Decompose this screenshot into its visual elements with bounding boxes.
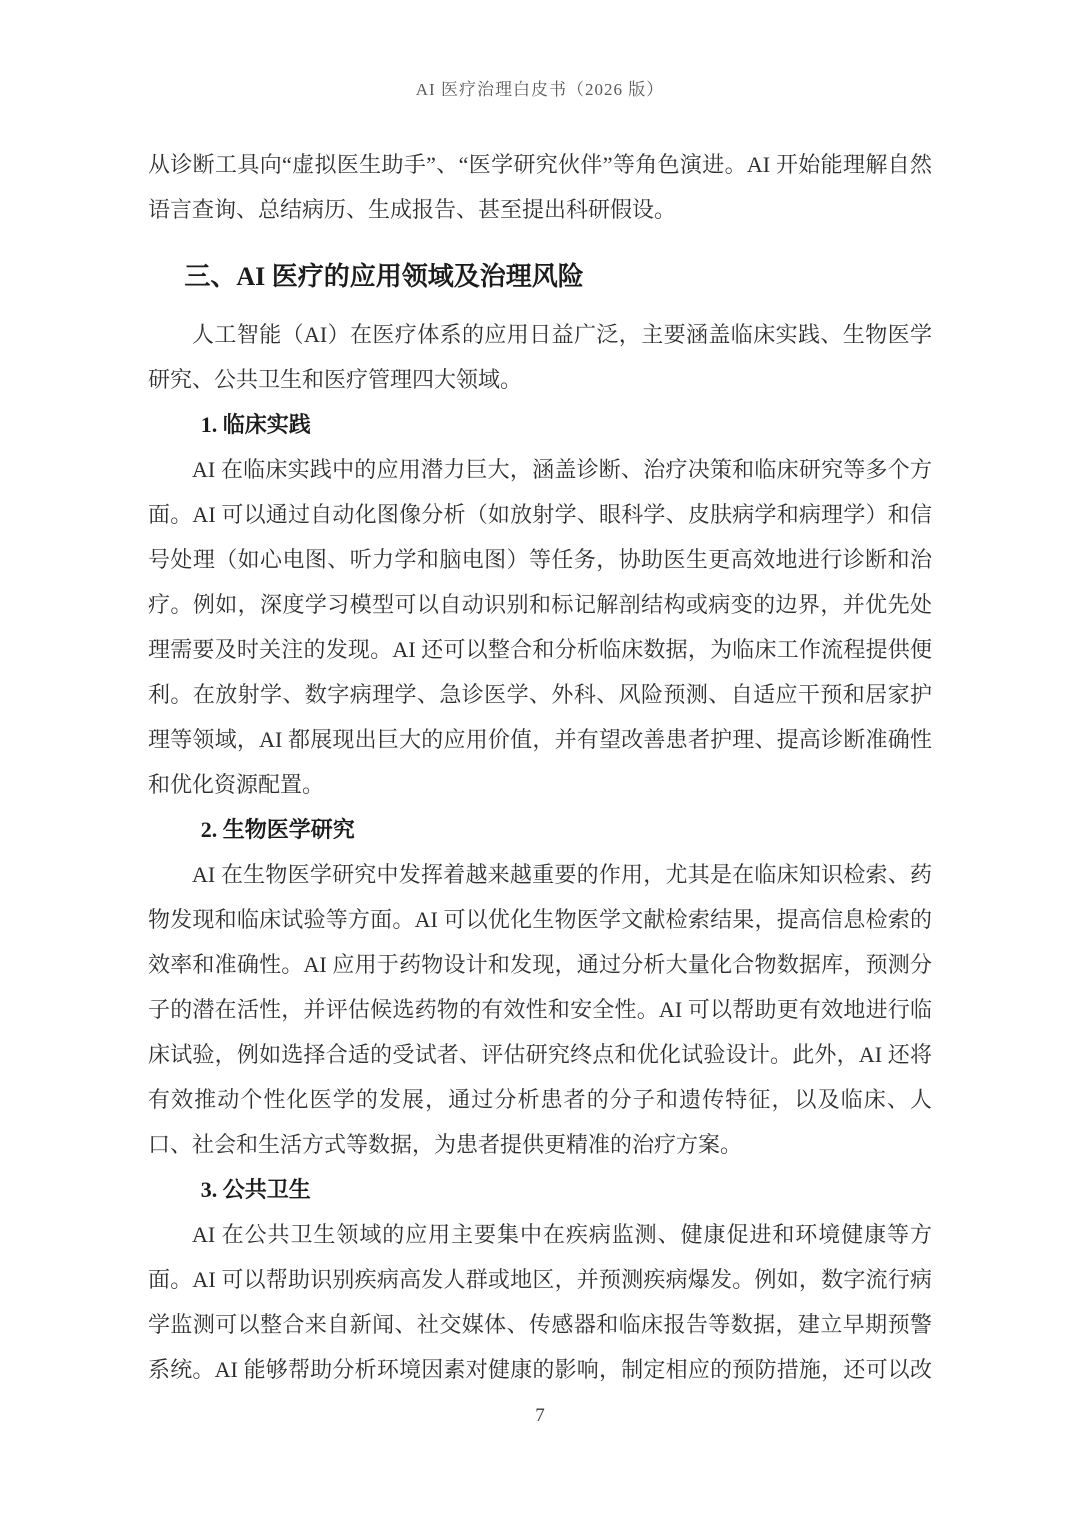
- page-number: 7: [535, 1405, 545, 1426]
- document-body: [148, 142, 932, 1392]
- section-intro-paragraph: 人工智能（AI）在医疗体系的应用日益广泛，主要涵盖临床实践、生物医学研究、公共卫生和医疗管理四大领域。: [148, 322, 932, 392]
- subsection-2-heading: 2. 生物医学研究: [200, 817, 355, 842]
- document-title: AI 医疗治理白皮书（2026 版）: [415, 80, 665, 99]
- subsection-1-heading: 1. 临床实践: [200, 412, 311, 437]
- subsection-1-paragraph: AI 在临床实践中的应用潜力巨大，涵盖诊断、治疗决策和临床研究等多个方面。AI 可以通过自动化图像分析（如放射学、眼科学、皮肤病学和病理学）和信号处理（如心电图、听力学和脑电图）等任务，协助医生更高效地进行诊断和治疗。例如，深度学习模型可以自动识别和标记解剖结构或病变的边界，并优先处理需要及时关注的发现。AI 还可以整合和分析临床数据，为临床工作流程提供便利。在放射学、数字病理学、急诊医学、外科、风险预测、自适应干预和居家护理等领域，AI 都展现出巨大的应用价值，并有望改善患者护理、提高诊断准确性和优化资源配置。: [148, 457, 932, 797]
- continuation-paragraph: 从诊断工具向“虚拟医生助手”、“医学研究伙伴”等角色演进。AI 开始能理解自然语言查询、总结病历、生成报告、甚至提出科研假设。: [148, 152, 932, 222]
- subsection-2-paragraph: AI 在生物医学研究中发挥着越来越重要的作用，尤其是在临床知识检索、药物发现和临床试验等方面。AI 可以优化生物医学文献检索结果，提高信息检索的效率和准确性。AI 应用于药物设计和发现，通过分析大量化合物数据库，预测分子的潜在活性，并评估候选药物的有效性和安全性。AI 可以帮助更有效地进行临床试验，例如选择合适的受试者、评估研究终点和优化试验设计。此外，AI 还将有效推动个性化医学的发展，通过分析患者的分子和遗传特征，以及临床、人口、社会和生活方式等数据，为患者提供更精准的治疗方案。: [148, 862, 932, 1157]
- subsection-3-paragraph: AI 在公共卫生领域的应用主要集中在疾病监测、健康促进和环境健康等方面。AI 可以帮助识别疾病高发人群或地区，并预测疾病爆发。例如，数字流行病学监测可以整合来自新闻、社交媒体、传感器和临床报告等数据，建立早期预警系统。AI 能够帮助分析环境因素对健康的影响，制定相应的预防措施，还可以改: [148, 1222, 932, 1382]
- section-heading: 三、AI 医疗的应用领域及治理风险: [184, 262, 584, 291]
- subsection-3-heading: 3. 公共卫生: [200, 1177, 311, 1202]
- page-header: [148, 80, 932, 100]
- page-footer: [0, 1405, 1080, 1427]
